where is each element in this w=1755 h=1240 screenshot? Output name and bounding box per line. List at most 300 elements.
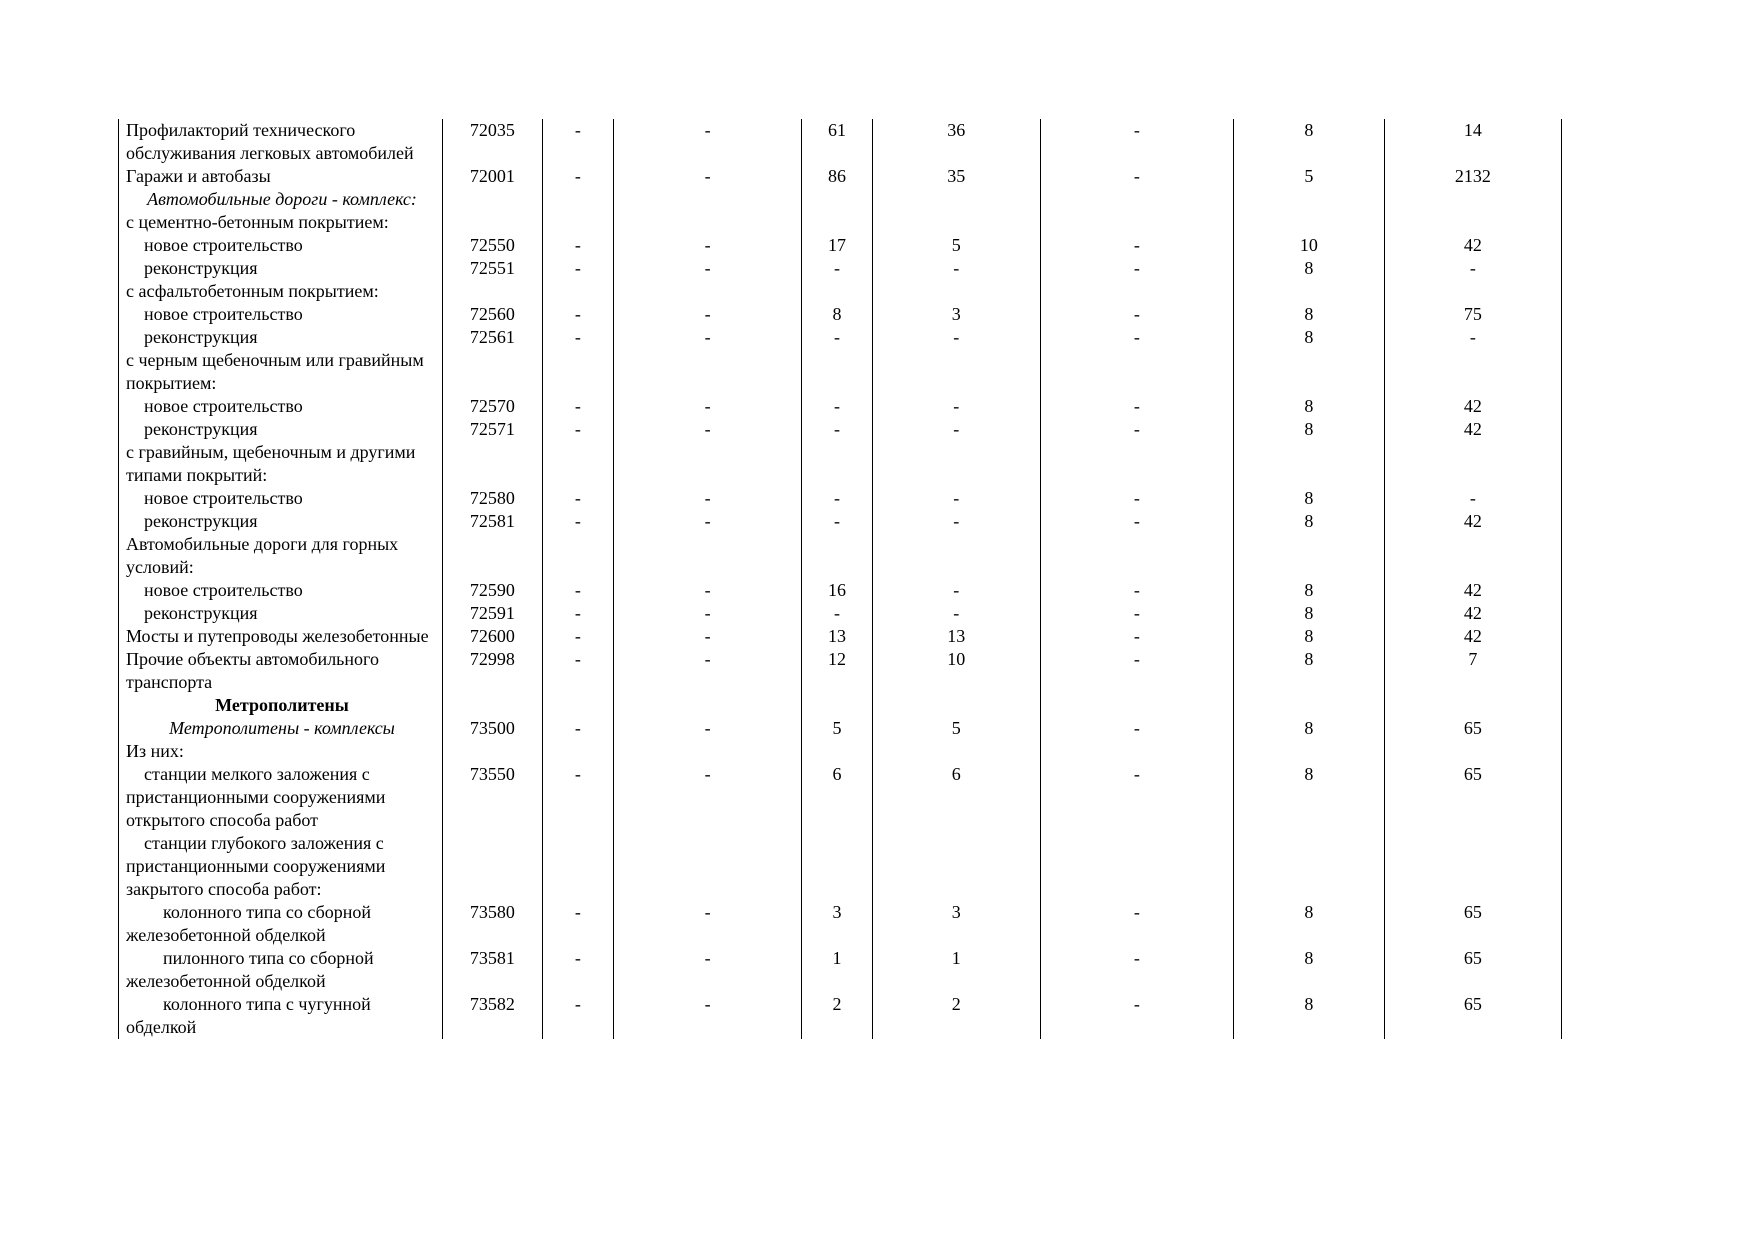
- col4-cell: -: [614, 487, 802, 510]
- col3-cell: -: [542, 579, 613, 602]
- row-name-cell: [119, 349, 443, 395]
- col8-cell: 8: [1233, 763, 1384, 832]
- col9-cell: -: [1384, 326, 1561, 349]
- table-row: [119, 119, 1562, 165]
- col7-cell: -: [1040, 763, 1233, 832]
- table-row: [119, 579, 1562, 602]
- col8-cell: 8: [1233, 395, 1384, 418]
- col5-cell: 2: [802, 993, 872, 1039]
- col4-cell: -: [614, 901, 802, 947]
- col6-cell: 5: [872, 717, 1040, 740]
- col3-cell: [542, 740, 613, 763]
- code-cell: 72571: [443, 418, 543, 441]
- col6-cell: 6: [872, 763, 1040, 832]
- row-name-cell: [119, 165, 443, 188]
- row-name: Метрополитены - комплексы: [169, 718, 395, 738]
- col8-cell: [1233, 211, 1384, 234]
- col7-cell: -: [1040, 418, 1233, 441]
- code-cell: [443, 740, 543, 763]
- col4-cell: -: [614, 947, 802, 993]
- row-name-cell: [119, 947, 443, 993]
- col5-cell: 13: [802, 625, 872, 648]
- col6-cell: [872, 694, 1040, 717]
- col6-cell: 2: [872, 993, 1040, 1039]
- table-row: [119, 165, 1562, 188]
- code-cell: 72551: [443, 257, 543, 280]
- col9-cell: 42: [1384, 510, 1561, 533]
- col5-cell: [802, 740, 872, 763]
- col8-cell: 8: [1233, 717, 1384, 740]
- col7-cell: -: [1040, 947, 1233, 993]
- row-name-cell: [119, 602, 443, 625]
- col5-cell: [802, 349, 872, 395]
- col3-cell: -: [542, 165, 613, 188]
- row-name: станции глубокого заложения с пристанционными сооружениями закрытого способа работ:: [126, 833, 386, 899]
- col7-cell: -: [1040, 326, 1233, 349]
- col6-cell: -: [872, 602, 1040, 625]
- document-page: [118, 119, 1562, 1039]
- code-cell: 72561: [443, 326, 543, 349]
- code-cell: 72035: [443, 119, 543, 165]
- code-cell: 72591: [443, 602, 543, 625]
- col5-cell: [802, 211, 872, 234]
- row-name: Из них:: [126, 741, 184, 761]
- col8-cell: 8: [1233, 303, 1384, 326]
- col8-cell: 8: [1233, 993, 1384, 1039]
- col7-cell: -: [1040, 625, 1233, 648]
- col8-cell: 8: [1233, 257, 1384, 280]
- col3-cell: [542, 211, 613, 234]
- col4-cell: [614, 188, 802, 211]
- col3-cell: -: [542, 257, 613, 280]
- table-row: [119, 280, 1562, 303]
- col7-cell: [1040, 694, 1233, 717]
- col9-cell: [1384, 740, 1561, 763]
- row-name-cell: [119, 763, 443, 832]
- col5-cell: -: [802, 395, 872, 418]
- col5-cell: 8: [802, 303, 872, 326]
- col4-cell: -: [614, 510, 802, 533]
- table-row: [119, 326, 1562, 349]
- col4-cell: -: [614, 648, 802, 694]
- table-row: [119, 188, 1562, 211]
- col3-cell: -: [542, 901, 613, 947]
- col5-cell: 1: [802, 947, 872, 993]
- col8-cell: [1233, 188, 1384, 211]
- col3-cell: [542, 280, 613, 303]
- col4-cell: -: [614, 579, 802, 602]
- col9-cell: 65: [1384, 717, 1561, 740]
- row-name: Профилакторий технического обслуживания легковых автомобилей: [126, 120, 414, 163]
- col8-cell: 8: [1233, 119, 1384, 165]
- table-row: [119, 234, 1562, 257]
- row-name: колонного типа с чугунной обделкой: [126, 994, 371, 1037]
- col4-cell: [614, 280, 802, 303]
- col3-cell: -: [542, 763, 613, 832]
- col3-cell: -: [542, 119, 613, 165]
- col3-cell: -: [542, 602, 613, 625]
- col3-cell: -: [542, 303, 613, 326]
- table-row: [119, 648, 1562, 694]
- col8-cell: [1233, 740, 1384, 763]
- row-name: с асфальтобетонным покрытием:: [126, 281, 379, 301]
- row-name-cell: [119, 648, 443, 694]
- code-cell: 72560: [443, 303, 543, 326]
- row-name: Прочие объекты автомобильного транспорта: [126, 649, 379, 692]
- col7-cell: -: [1040, 303, 1233, 326]
- col5-cell: [802, 533, 872, 579]
- col7-cell: -: [1040, 602, 1233, 625]
- col7-cell: -: [1040, 395, 1233, 418]
- col9-cell: 2132: [1384, 165, 1561, 188]
- table-row: [119, 395, 1562, 418]
- code-cell: 72550: [443, 234, 543, 257]
- col3-cell: -: [542, 418, 613, 441]
- col3-cell: [542, 441, 613, 487]
- col5-cell: 86: [802, 165, 872, 188]
- code-cell: 73550: [443, 763, 543, 832]
- col7-cell: [1040, 211, 1233, 234]
- table-row: [119, 832, 1562, 901]
- row-name-cell: [119, 832, 443, 901]
- table-row: [119, 418, 1562, 441]
- table-row: [119, 717, 1562, 740]
- row-name: реконструкция: [144, 511, 258, 531]
- col6-cell: 36: [872, 119, 1040, 165]
- col5-cell: [802, 188, 872, 211]
- code-cell: 72570: [443, 395, 543, 418]
- row-name: колонного типа со сборной железобетонной обделкой: [126, 902, 372, 945]
- col7-cell: -: [1040, 901, 1233, 947]
- code-cell: 72001: [443, 165, 543, 188]
- col3-cell: -: [542, 234, 613, 257]
- col7-cell: -: [1040, 579, 1233, 602]
- col3-cell: [542, 188, 613, 211]
- col6-cell: [872, 188, 1040, 211]
- table-row: [119, 947, 1562, 993]
- row-name: с цементно-бетонным покрытием:: [126, 212, 389, 232]
- col5-cell: 12: [802, 648, 872, 694]
- col3-cell: -: [542, 947, 613, 993]
- col8-cell: 8: [1233, 487, 1384, 510]
- row-name-cell: [119, 901, 443, 947]
- col6-cell: 1: [872, 947, 1040, 993]
- col8-cell: [1233, 441, 1384, 487]
- col8-cell: 8: [1233, 947, 1384, 993]
- row-name-cell: [119, 188, 443, 211]
- row-name: станции мелкого заложения с пристанционными сооружениями открытого способа работ: [126, 764, 386, 830]
- code-cell: 72580: [443, 487, 543, 510]
- table-row: [119, 625, 1562, 648]
- col5-cell: 5: [802, 717, 872, 740]
- col3-cell: [542, 694, 613, 717]
- table-row: [119, 487, 1562, 510]
- col7-cell: [1040, 533, 1233, 579]
- code-cell: 73500: [443, 717, 543, 740]
- table-row: [119, 441, 1562, 487]
- row-name-cell: [119, 579, 443, 602]
- col5-cell: 16: [802, 579, 872, 602]
- col3-cell: -: [542, 395, 613, 418]
- code-cell: [443, 211, 543, 234]
- col9-cell: -: [1384, 257, 1561, 280]
- col6-cell: 35: [872, 165, 1040, 188]
- col4-cell: -: [614, 165, 802, 188]
- col6-cell: -: [872, 510, 1040, 533]
- code-cell: [443, 349, 543, 395]
- col3-cell: [542, 832, 613, 901]
- col9-cell: [1384, 533, 1561, 579]
- row-name-cell: [119, 694, 443, 717]
- col7-cell: -: [1040, 993, 1233, 1039]
- col3-cell: [542, 533, 613, 579]
- col7-cell: -: [1040, 510, 1233, 533]
- row-name-cell: [119, 625, 443, 648]
- code-cell: [443, 832, 543, 901]
- col6-cell: [872, 441, 1040, 487]
- col5-cell: [802, 441, 872, 487]
- col8-cell: 8: [1233, 901, 1384, 947]
- col9-cell: 65: [1384, 993, 1561, 1039]
- code-cell: [443, 280, 543, 303]
- col7-cell: -: [1040, 165, 1233, 188]
- row-name-cell: [119, 280, 443, 303]
- col4-cell: -: [614, 257, 802, 280]
- col6-cell: 5: [872, 234, 1040, 257]
- code-cell: 72600: [443, 625, 543, 648]
- row-name: с черным щебеночным или гравийным покрытием:: [126, 350, 424, 393]
- row-name: реконструкция: [144, 419, 258, 439]
- col9-cell: 42: [1384, 395, 1561, 418]
- col3-cell: -: [542, 648, 613, 694]
- col3-cell: -: [542, 510, 613, 533]
- row-name: новое строительство: [144, 396, 303, 416]
- col4-cell: [614, 349, 802, 395]
- col9-cell: 42: [1384, 625, 1561, 648]
- col8-cell: 8: [1233, 625, 1384, 648]
- col8-cell: 5: [1233, 165, 1384, 188]
- col6-cell: [872, 280, 1040, 303]
- col9-cell: 42: [1384, 579, 1561, 602]
- row-name: новое строительство: [144, 235, 303, 255]
- col4-cell: [614, 533, 802, 579]
- col4-cell: [614, 441, 802, 487]
- row-name-cell: [119, 717, 443, 740]
- col8-cell: 8: [1233, 579, 1384, 602]
- code-cell: 72590: [443, 579, 543, 602]
- col7-cell: [1040, 280, 1233, 303]
- col4-cell: -: [614, 119, 802, 165]
- col6-cell: 10: [872, 648, 1040, 694]
- col8-cell: 8: [1233, 648, 1384, 694]
- col9-cell: -: [1384, 487, 1561, 510]
- table-row: [119, 211, 1562, 234]
- col8-cell: [1233, 280, 1384, 303]
- col4-cell: [614, 694, 802, 717]
- col5-cell: -: [802, 602, 872, 625]
- col8-cell: 8: [1233, 602, 1384, 625]
- col9-cell: 65: [1384, 763, 1561, 832]
- col9-cell: 65: [1384, 947, 1561, 993]
- col9-cell: 65: [1384, 901, 1561, 947]
- col5-cell: -: [802, 487, 872, 510]
- row-name: новое строительство: [144, 304, 303, 324]
- row-name-cell: [119, 211, 443, 234]
- code-cell: [443, 694, 543, 717]
- row-name-cell: [119, 303, 443, 326]
- col5-cell: [802, 280, 872, 303]
- row-name-cell: [119, 533, 443, 579]
- col6-cell: 3: [872, 901, 1040, 947]
- row-name: реконструкция: [144, 603, 258, 623]
- col5-cell: 6: [802, 763, 872, 832]
- col6-cell: -: [872, 487, 1040, 510]
- col9-cell: [1384, 188, 1561, 211]
- col8-cell: 8: [1233, 326, 1384, 349]
- row-name-cell: [119, 487, 443, 510]
- table-row: [119, 510, 1562, 533]
- col8-cell: [1233, 533, 1384, 579]
- col5-cell: -: [802, 510, 872, 533]
- col3-cell: -: [542, 717, 613, 740]
- col4-cell: -: [614, 303, 802, 326]
- col7-cell: [1040, 740, 1233, 763]
- code-cell: 73582: [443, 993, 543, 1039]
- col4-cell: -: [614, 625, 802, 648]
- col3-cell: [542, 349, 613, 395]
- col7-cell: [1040, 349, 1233, 395]
- col9-cell: 75: [1384, 303, 1561, 326]
- col7-cell: -: [1040, 257, 1233, 280]
- col4-cell: -: [614, 395, 802, 418]
- col7-cell: [1040, 441, 1233, 487]
- code-cell: 72581: [443, 510, 543, 533]
- col6-cell: -: [872, 326, 1040, 349]
- col4-cell: -: [614, 418, 802, 441]
- col5-cell: 17: [802, 234, 872, 257]
- col4-cell: -: [614, 602, 802, 625]
- col6-cell: [872, 832, 1040, 901]
- row-name: Мосты и путепроводы железобетонные: [126, 626, 429, 646]
- code-cell: 73581: [443, 947, 543, 993]
- row-name: Метрополитены: [215, 695, 349, 715]
- table-row: [119, 533, 1562, 579]
- col7-cell: [1040, 832, 1233, 901]
- col6-cell: -: [872, 395, 1040, 418]
- col9-cell: [1384, 211, 1561, 234]
- col7-cell: [1040, 188, 1233, 211]
- col5-cell: [802, 832, 872, 901]
- col4-cell: -: [614, 326, 802, 349]
- col6-cell: [872, 533, 1040, 579]
- col5-cell: -: [802, 326, 872, 349]
- row-name: Гаражи и автобазы: [126, 166, 271, 186]
- col7-cell: -: [1040, 487, 1233, 510]
- col6-cell: [872, 740, 1040, 763]
- row-name: реконструкция: [144, 327, 258, 347]
- code-cell: 73580: [443, 901, 543, 947]
- col7-cell: -: [1040, 717, 1233, 740]
- col5-cell: 61: [802, 119, 872, 165]
- row-name-cell: [119, 234, 443, 257]
- table-row: [119, 763, 1562, 832]
- col3-cell: -: [542, 625, 613, 648]
- col4-cell: -: [614, 763, 802, 832]
- code-cell: [443, 441, 543, 487]
- col8-cell: [1233, 349, 1384, 395]
- row-name: с гравийным, щебеночным и другими типами покрытий:: [126, 442, 416, 485]
- col9-cell: 42: [1384, 234, 1561, 257]
- col8-cell: [1233, 694, 1384, 717]
- row-name-cell: [119, 395, 443, 418]
- col3-cell: -: [542, 993, 613, 1039]
- col7-cell: -: [1040, 648, 1233, 694]
- table-body: [119, 119, 1562, 1039]
- row-name-cell: [119, 510, 443, 533]
- col6-cell: 13: [872, 625, 1040, 648]
- col4-cell: [614, 740, 802, 763]
- table-row: [119, 349, 1562, 395]
- row-name-cell: [119, 993, 443, 1039]
- col6-cell: -: [872, 257, 1040, 280]
- code-cell: [443, 188, 543, 211]
- col9-cell: 7: [1384, 648, 1561, 694]
- col4-cell: -: [614, 993, 802, 1039]
- col6-cell: -: [872, 418, 1040, 441]
- row-name-cell: [119, 326, 443, 349]
- col9-cell: [1384, 832, 1561, 901]
- col5-cell: 3: [802, 901, 872, 947]
- table-row: [119, 740, 1562, 763]
- code-cell: 72998: [443, 648, 543, 694]
- col8-cell: [1233, 832, 1384, 901]
- table-row: [119, 694, 1562, 717]
- col5-cell: -: [802, 418, 872, 441]
- col4-cell: -: [614, 717, 802, 740]
- col6-cell: [872, 349, 1040, 395]
- col4-cell: [614, 832, 802, 901]
- col5-cell: [802, 694, 872, 717]
- table-row: [119, 257, 1562, 280]
- col3-cell: -: [542, 487, 613, 510]
- col6-cell: [872, 211, 1040, 234]
- table-row: [119, 602, 1562, 625]
- col9-cell: 42: [1384, 602, 1561, 625]
- row-name: пилонного типа со сборной железобетонной обделкой: [126, 948, 374, 991]
- col5-cell: -: [802, 257, 872, 280]
- row-name: Автомобильные дороги для горных условий:: [126, 534, 399, 577]
- col6-cell: 3: [872, 303, 1040, 326]
- row-name-cell: [119, 740, 443, 763]
- col9-cell: 14: [1384, 119, 1561, 165]
- norms-table: [118, 119, 1562, 1039]
- col3-cell: -: [542, 326, 613, 349]
- col6-cell: -: [872, 579, 1040, 602]
- col9-cell: [1384, 694, 1561, 717]
- table-row: [119, 303, 1562, 326]
- col7-cell: -: [1040, 119, 1233, 165]
- col9-cell: [1384, 441, 1561, 487]
- row-name: новое строительство: [144, 580, 303, 600]
- row-name: реконструкция: [144, 258, 258, 278]
- col4-cell: -: [614, 234, 802, 257]
- row-name: новое строительство: [144, 488, 303, 508]
- col8-cell: 8: [1233, 510, 1384, 533]
- table-row: [119, 993, 1562, 1039]
- col8-cell: 10: [1233, 234, 1384, 257]
- row-name-cell: [119, 418, 443, 441]
- row-name-cell: [119, 119, 443, 165]
